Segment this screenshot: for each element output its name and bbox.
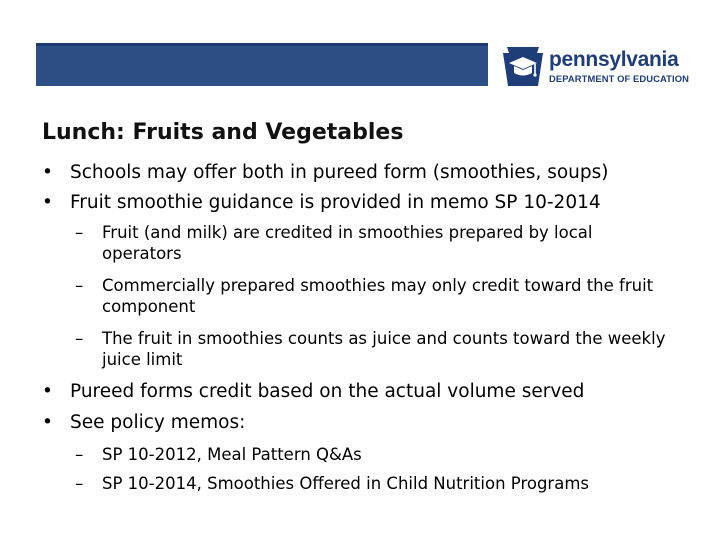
logo-wordmark: pennsylvania xyxy=(549,48,679,71)
bullet-marker: • xyxy=(42,192,53,213)
bullet-text: See policy memos: xyxy=(70,412,246,433)
dash-marker: – xyxy=(75,329,84,348)
sub-bullet-item xyxy=(75,444,672,465)
bullet-marker: • xyxy=(42,162,53,183)
sub-bullet-item xyxy=(75,222,672,264)
bullet-marker: • xyxy=(42,412,53,433)
dash-marker: – xyxy=(75,223,84,242)
bullet-text: Schools may offer both in pureed form (smoothies, soups) xyxy=(70,162,609,183)
bullet-text: Fruit smoothie guidance is provided in memo SP 10-2014 xyxy=(70,192,601,213)
sub-bullet-item xyxy=(75,473,672,494)
bullet-item xyxy=(42,162,690,184)
sub-bullet-text: The fruit in smoothies counts as juice and counts toward the weekly juice limit xyxy=(102,329,666,369)
header-banner xyxy=(36,43,488,86)
bullet-marker: • xyxy=(42,381,53,402)
pa-education-logo xyxy=(501,44,691,88)
logo-department-text: DEPARTMENT OF EDUCATION xyxy=(549,73,689,84)
sub-bullet-item xyxy=(75,275,672,317)
dash-marker: – xyxy=(75,474,84,493)
bullet-item xyxy=(42,412,690,434)
bullet-text: Pureed forms credit based on the actual volume served xyxy=(70,381,585,402)
dash-marker: – xyxy=(75,445,84,464)
sub-bullet-item xyxy=(75,328,672,370)
dash-marker: – xyxy=(75,276,84,295)
bullet-item xyxy=(42,192,690,214)
sub-bullet-text: Fruit (and milk) are credited in smoothies prepared by local operators xyxy=(102,223,593,263)
keystone-graduation-cap-icon xyxy=(501,44,545,88)
sub-bullet-text: Commercially prepared smoothies may only credit toward the fruit component xyxy=(102,276,654,316)
sub-bullet-text: SP 10-2012, Meal Pattern Q&As xyxy=(102,445,362,464)
bullet-item xyxy=(42,381,690,403)
sub-bullet-text: SP 10-2014, Smoothies Offered in Child Nutrition Programs xyxy=(102,474,589,493)
slide-title: Lunch: Fruits and Vegetables xyxy=(42,120,404,145)
